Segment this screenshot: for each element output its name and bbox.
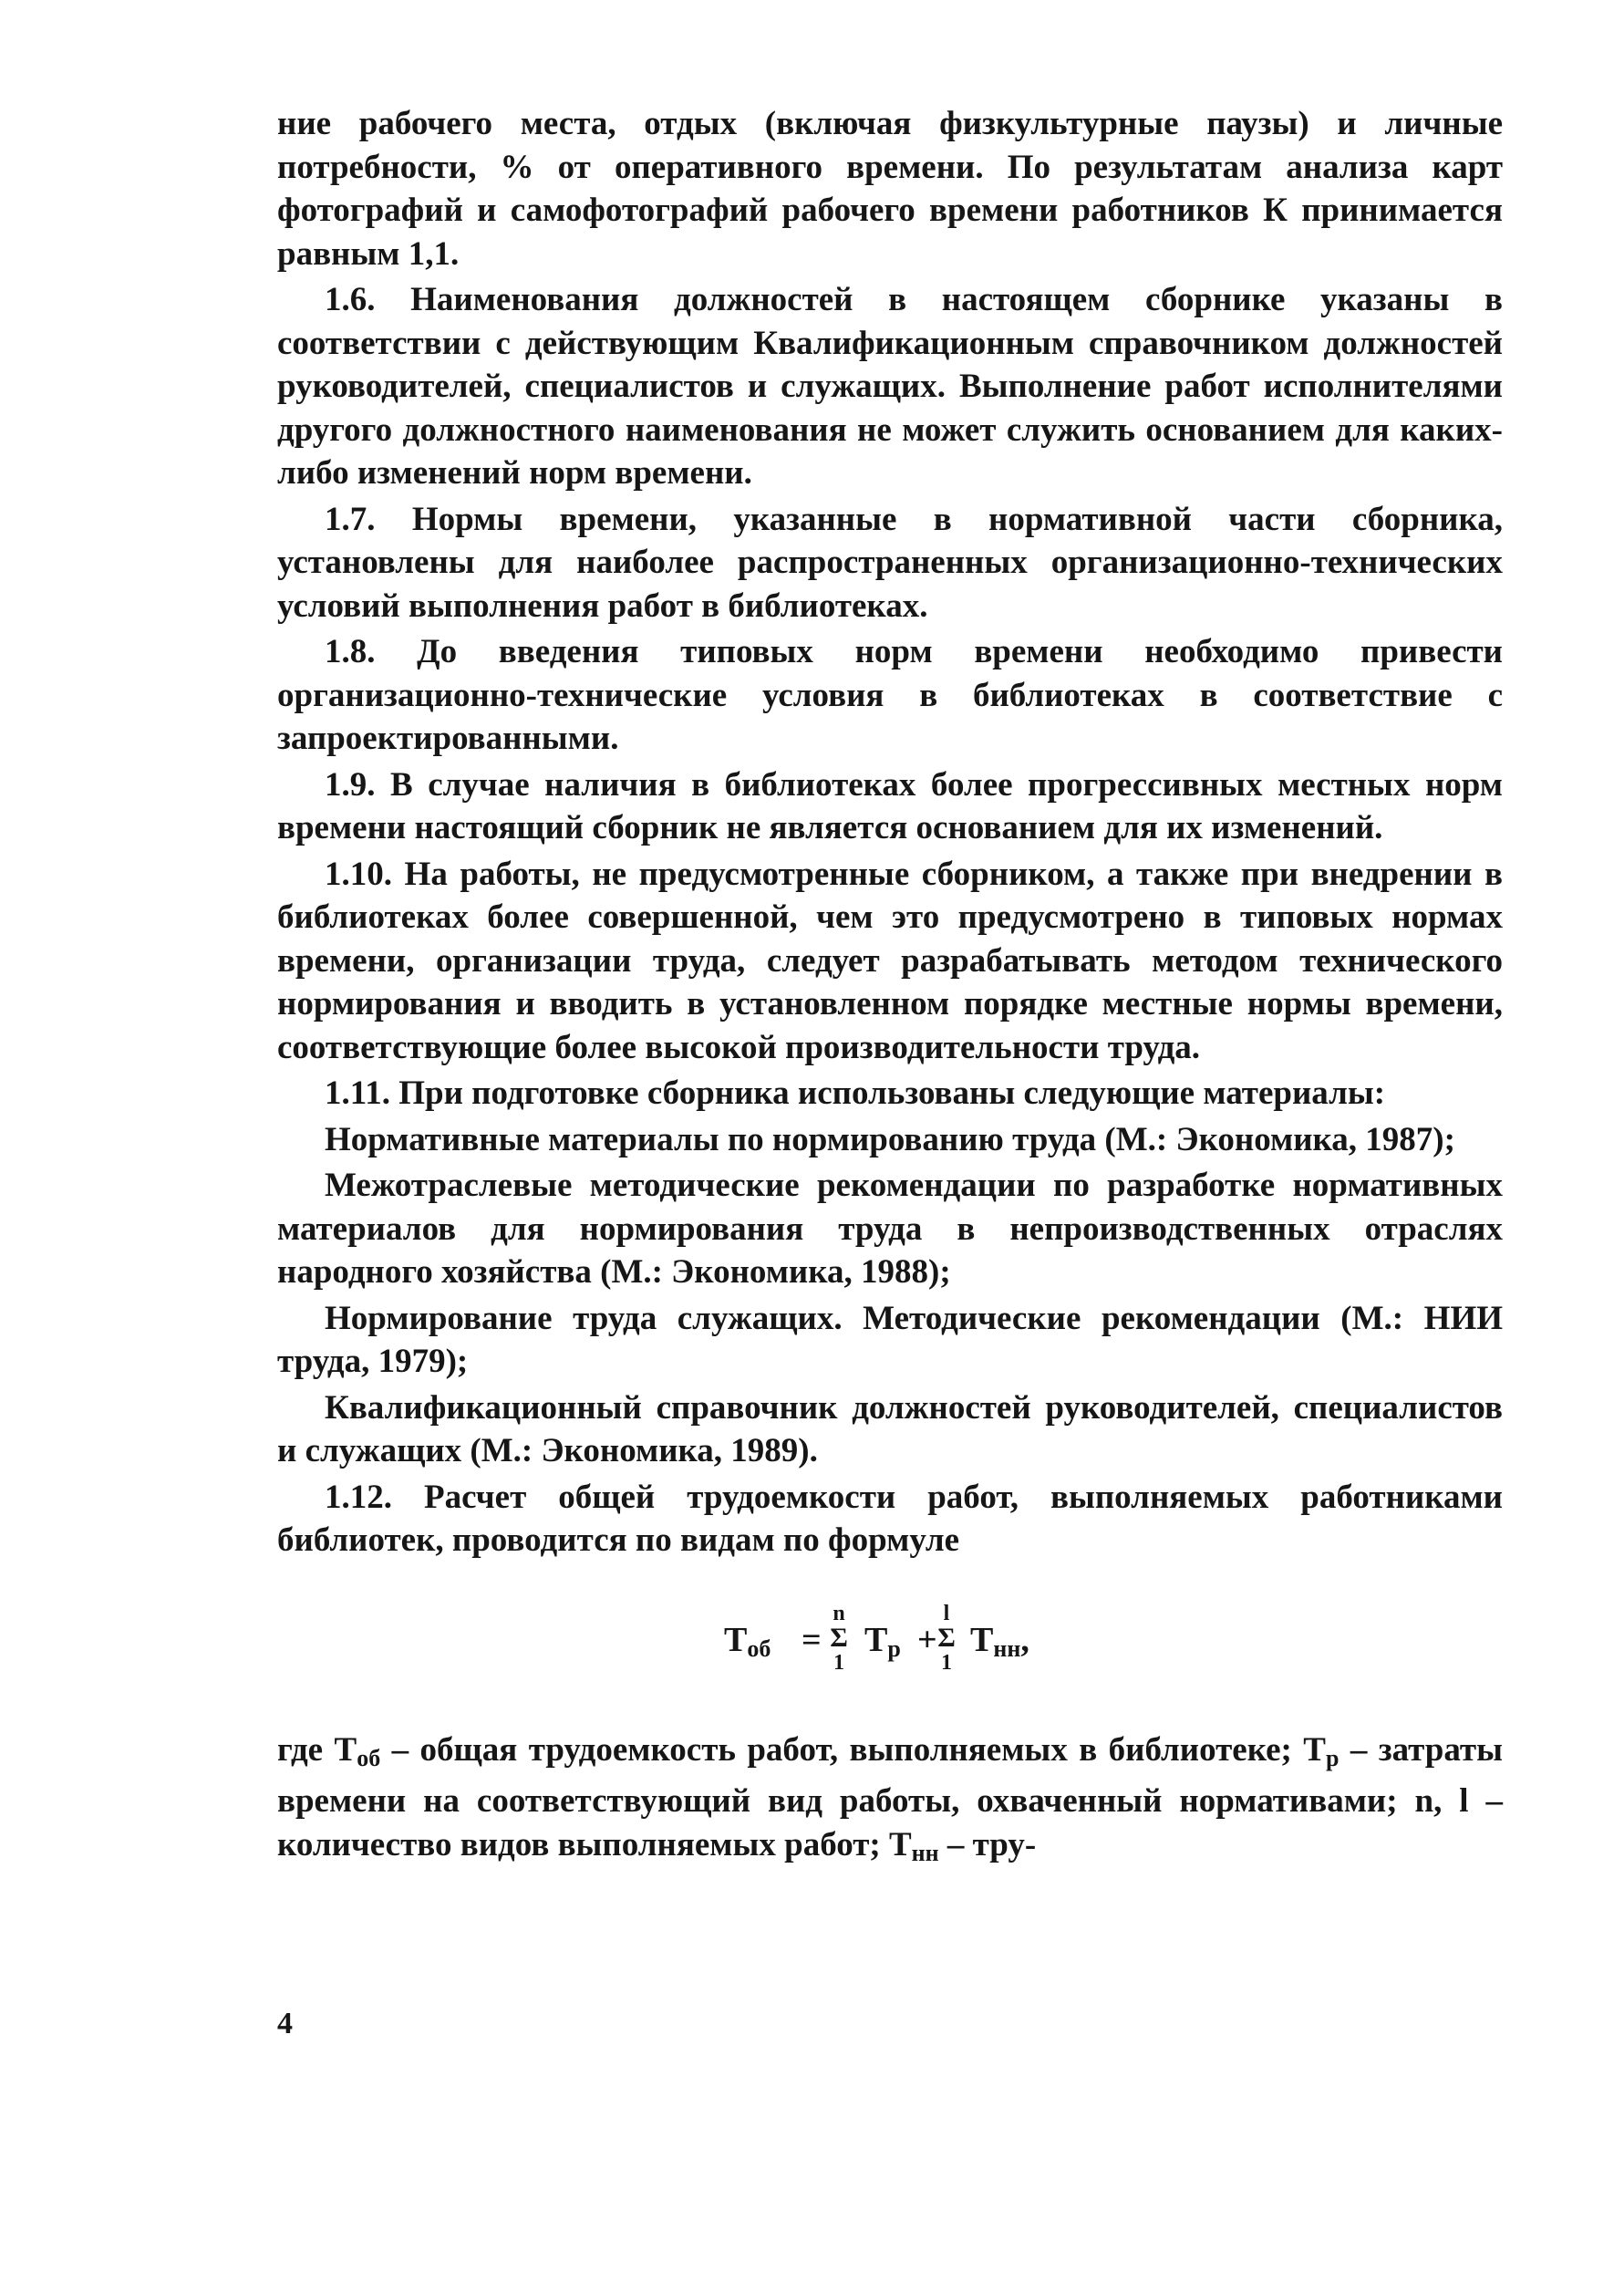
- labor-intensity-formula: [277, 1575, 1503, 1712]
- paragraph-1-11: 1.11. При подготовке сборника использованы следующие материалы:: [325, 1074, 1386, 1112]
- summation-l: l Σ 1: [937, 1601, 956, 1675]
- formula-explanation: где $Т_{об}$ – общая трудоемкость работ, выполняемых в библиотеке; $Т_р$ – затраты времени на соответствующий вид работы, охваченный нормативами; n, l – количество видов выполняемых работ; $Т_{нн} - тру-$: [277, 1730, 1503, 1866]
- paragraph-1-12: 1.12. Расчет общей трудоемкости работ, выполняемых работниками библиотек, проводится по видам по формуле: [277, 1478, 1503, 1559]
- body-text: [277, 102, 1503, 1877]
- reference-item-3: Нормирование труда служащих. Методические рекомендации (М.: НИИ труда, 1979);: [277, 1299, 1503, 1380]
- paragraph-1-8: 1.8. До введения типовых норм времени необходимо привести организационно-технические условия в библиотеках в соответствие с запроектированными.: [277, 633, 1503, 757]
- page-number: 4: [277, 2007, 293, 2040]
- formula-lhs: $Т_{об}$: [724, 1620, 771, 1662]
- reference-item-1: Нормативные материалы по нормированию труда (М.: Экономика, 1987);: [325, 1120, 1455, 1158]
- paragraph-1-10: 1.10. На работы, не предусмотренные сборником, а также при внедрении в библиотеках более совершенной, чем это предусмотрено в типовых нормах времени, организации труда, следует разрабатывать методом технического нормирования и вводить в установленном порядке местные нормы времени, соответствующие более высокой производительности труда.: [277, 855, 1503, 1066]
- formula-term-tnn: $Т_{нн}$,: [970, 1620, 1029, 1662]
- formula-term-tp: $Т_р$: [864, 1620, 901, 1662]
- reference-item-2: Межотраслевые методические рекомендации по разработке нормативных материалов для нормирования труда в непроизводственных отраслях народного хозяйства (М.: Экономика, 1988);: [277, 1167, 1503, 1291]
- paragraph-1-7: 1.7. Нормы времени, указанные в нормативной части сборника, установлены для наиболее распространенных организационно-технических условий выполнения работ в библиотеках.: [277, 500, 1503, 625]
- paragraph-continuation: ние рабочего места, отдых (включая физкультурные паузы) и личные потребности, % от оперативного времени. По результатам анализа карт фотографий и самофотографий рабочего времени работников К принимается равным 1,1.: [277, 105, 1503, 273]
- paragraph-1-9: 1.9. В случае наличия в библиотеках более прогрессивных местных норм времени настоящий сборник не является основанием для их изменений.: [277, 765, 1503, 846]
- reference-item-4: Квалификационный справочник должностей руководителей, специалистов и служащих (М.: Экономика, 1989).: [277, 1388, 1503, 1469]
- summation-n: n Σ 1: [830, 1601, 848, 1675]
- formula-equals: =: [802, 1620, 822, 1659]
- paragraph-1-6: 1.6. Наименования должностей в настоящем сборнике указаны в соответствии с действующим Квалификационным справочником должностей руководителей, специалистов и служащих. Выполнение работ исполнителями другого должностного наименования не может служить основанием для каких-либо изменений норм времени.: [277, 281, 1503, 492]
- formula-plus: +: [917, 1620, 937, 1659]
